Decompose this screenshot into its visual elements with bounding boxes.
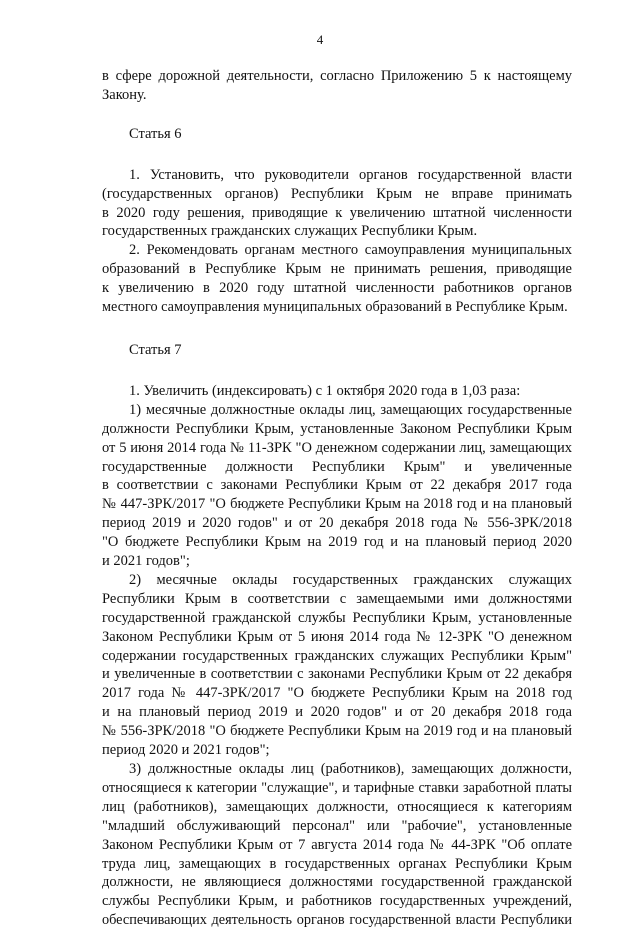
- text-line: период 2020 и 2021 годов";: [102, 742, 270, 759]
- text-line: содержании государственных гражданских служащих Республики Крым": [102, 647, 572, 664]
- text-line: 2) месячные оклады государственных гражданских служащих: [129, 571, 572, 588]
- text-line: к увеличению в 2020 году штатной численности работников органов: [102, 280, 572, 297]
- text-line: 2. Рекомендовать органам местного самоуправления муниципальных: [129, 242, 572, 259]
- text-line: образований в Республике Крым не принимать решения, приводящие: [102, 261, 572, 278]
- article-6-paragraph-1: [102, 166, 572, 242]
- text-line: 1) месячные должностные оклады лиц, замещающих государственные: [129, 401, 572, 418]
- article-7-item-1: [102, 401, 572, 571]
- text-line: относящиеся к категории "служащие", и тарифные ставки заработной платы: [102, 779, 572, 796]
- text-line: обеспечивающих деятельность органов государственной власти Республики: [102, 912, 572, 929]
- text-line: местного самоуправления муниципальных образований в Республике Крым.: [102, 299, 568, 316]
- text-line: Законом Республики Крым от 7 августа 2014 года № 44-ЗРК "Об оплате: [102, 836, 572, 853]
- article-7-paragraph-1: [102, 382, 572, 401]
- text-line: службы Республики Крым, и работников государственных учреждений,: [102, 893, 572, 910]
- text-line: Закону.: [102, 86, 147, 103]
- text-line: в 2020 году решения, приводящие к увеличению штатной численности: [102, 204, 572, 221]
- intro-paragraph: [102, 67, 572, 105]
- text-line: в сфере дорожной деятельности, согласно Приложению 5 к настоящему: [102, 68, 572, 84]
- text-line: должности, не являющиеся должностями государственной гражданской: [102, 874, 572, 891]
- text-line: 3) должностные оклады лиц (работников), замещающих должности,: [129, 761, 572, 777]
- text-line: 1. Установить, что руководители органов государственной власти: [129, 166, 572, 183]
- text-line: должности Республики Крым, установленные Законом Республики Крым: [102, 420, 572, 437]
- text-line: "младший обслуживающий персонал" или "рабочие", установленные: [102, 817, 572, 834]
- page-number: 4: [316, 32, 324, 47]
- article-6-paragraph-2: [102, 241, 572, 317]
- document-body: [102, 67, 572, 930]
- text-line: № 556-ЗРК/2018 "О бюджете Республики Крым на 2019 год и на плановый: [102, 723, 572, 740]
- text-line: труда лиц, замещающих в государственных органах Республики Крым: [102, 855, 572, 872]
- text-line: 1. Увеличить (индексировать) с 1 октября 2020 года в 1,03 раза:: [129, 382, 521, 399]
- text-line: № 447-ЗРК/2017 "О бюджете Республики Крым на 2018 год и на плановый: [102, 496, 572, 513]
- text-line: в соответствии с законами Республики Крым от 22 декабря 2017 года: [102, 477, 572, 494]
- text-line: лиц (работников), замещающих должности, относящиеся к категориям: [102, 798, 572, 815]
- article-6-heading: Статья 6: [129, 125, 182, 142]
- text-line: государственные должности Республики Крым" и увеличенные: [102, 458, 572, 475]
- text-line: государственной гражданской службы Республики Крым, установленные: [102, 609, 572, 626]
- text-line: государственных гражданских служащих Республики Крым.: [102, 223, 478, 240]
- text-line: и 2021 годов";: [102, 553, 190, 570]
- text-line: "О бюджете Республики Крым на 2019 год и на плановый период 2020: [102, 534, 572, 551]
- text-line: (государственных органов) Республики Крым не вправе принимать: [102, 185, 572, 202]
- text-line: от 5 июня 2014 года № 11-ЗРК "О денежном содержании лиц, замещающих: [102, 439, 572, 456]
- text-line: и увеличенные в соответствии с законами Республики Крым от 22 декабря: [102, 666, 572, 683]
- article-7-item-2: [102, 571, 572, 760]
- text-line: и на плановый период 2019 и 2020 годов" и от 20 декабря 2018 года: [102, 704, 572, 721]
- article-7-heading: Статья 7: [129, 341, 182, 358]
- text-line: Законом Республики Крым от 5 июня 2014 года № 12-ЗРК "О денежном: [102, 628, 572, 645]
- text-line: 2017 года № 447-ЗРК/2017 "О бюджете Республики Крым на 2018 год: [102, 685, 572, 702]
- text-line: период 2019 и 2020 годов" и от 20 декабря 2018 года № 556-ЗРК/2018: [102, 515, 572, 532]
- text-line: Республики Крым в соответствии с замещаемыми ими должностями: [102, 590, 572, 607]
